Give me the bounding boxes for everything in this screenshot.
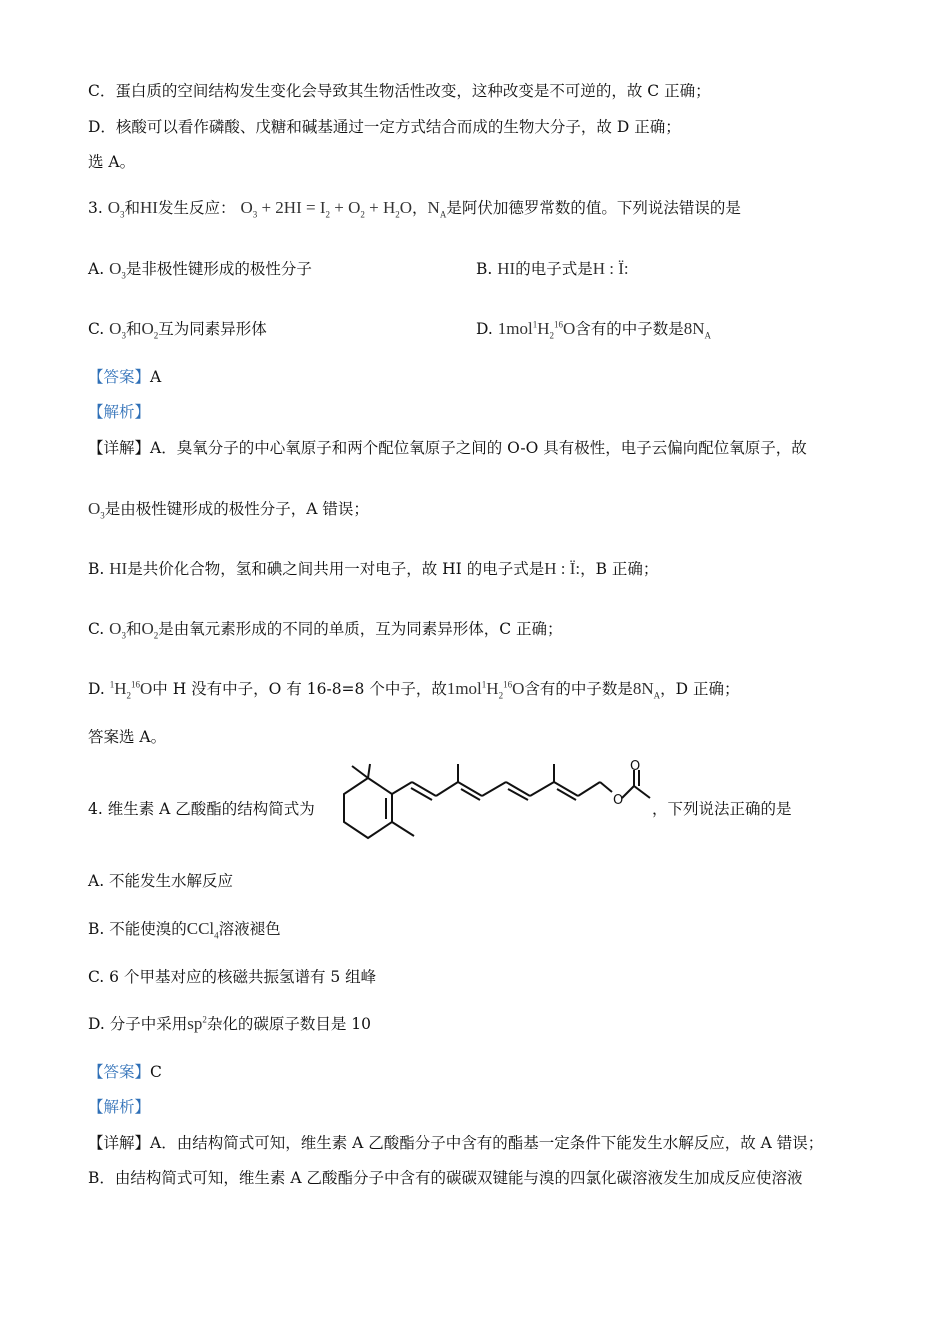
q3-option-b: B. HI的电子式是H : Ï:: [476, 259, 629, 278]
q3-detail-b: B. HI是共价化合物，氢和碘之间共用一对电子，故 HI 的电子式是H : Ï:，B 正确；: [88, 559, 659, 578]
q4-analysis: 【解析】: [88, 1098, 151, 1116]
q4-stem-2: ，下列说法正确的是: [652, 800, 792, 818]
svg-text:O: O: [630, 760, 641, 774]
svg-text:O: O: [613, 793, 624, 808]
q3-detail-c: C. $O_3$和$O_2$是由氧元素形成的不同的单质，互为同素异形体，C 正确；: [88, 619, 563, 641]
q4-option-b: B. 不能使溴的CCl$_4$溶液褪色: [88, 919, 281, 941]
q3-option-a: A. $O_3$是非极性键形成的极性分子: [88, 259, 312, 281]
q3-detail-a1: 【详解】A．臭氧分子的中心氧原子和两个配位氧原子之间的 O-O 具有极性，电子云偏向配位氧原子，故: [88, 439, 807, 457]
q4-detail-1: 【详解】A．由结构简式可知，维生素 A 乙酸酯分子中含有的酯基一定条件下能发生水解反应，故 A 错误；: [88, 1134, 824, 1152]
q4-option-c: C. 6 个甲基对应的核磁共振氢谱有 5 组峰: [88, 968, 377, 986]
q4-option-d: D. 分子中采用$sp^2$杂化的碳原子数目是 10: [88, 1014, 372, 1033]
line-d-prev: D．核酸可以看作磷酸、戊糖和碱基通过一定方式结合而成的生物大分子，故 D 正确；: [88, 118, 681, 136]
line-c-prev: C．蛋白质的空间结构发生变化会导致其生物活性改变，这种改变是不可逆的，故 C 正确；: [88, 82, 711, 100]
q3-option-d: D. $1mol^1H_2^{16}O$含有的中子数是$8N_A$: [476, 319, 712, 341]
q3-answer: 【答案】A: [88, 368, 162, 386]
q3-option-c: C. $O_3$和$O_2$互为同素异形体: [88, 319, 267, 341]
line-choose-prev: 选 A。: [88, 153, 136, 171]
q3-analysis: 【解析】: [88, 403, 151, 421]
q4-answer: 【答案】C: [88, 1063, 162, 1081]
q4-detail-2: B．由结构简式可知，维生素 A 乙酸酯分子中含有的碳碳双键能与溴的四氯化碳溶液发生加成反应使溶液: [88, 1169, 803, 1187]
q3-detail-a2: $O_3$是由极性键形成的极性分子，A 错误；: [88, 499, 369, 521]
vitamin-a-acetate-structure: [322, 760, 652, 852]
q3-final: 答案选 A。: [88, 728, 167, 746]
q4-stem-1: 4. 维生素 A 乙酸酯的结构简式为: [88, 800, 315, 818]
q3-stem: 3. $O_3$和HI发生反应： $O_3 + 2HI = I_2 + O_2 + H_2O$，$N_A$是阿伏加德罗常数的值。下列说法错误的是: [88, 198, 741, 220]
q4-option-a: A. 不能发生水解反应: [88, 872, 234, 890]
q3-detail-d: D. $^1H_2^{16}O$中 H 没有中子，O 有 16-8=8 个中子，故$1mol^1H_2^{16}O$含有的中子数是$8N_A$，D 正确；: [88, 679, 740, 701]
